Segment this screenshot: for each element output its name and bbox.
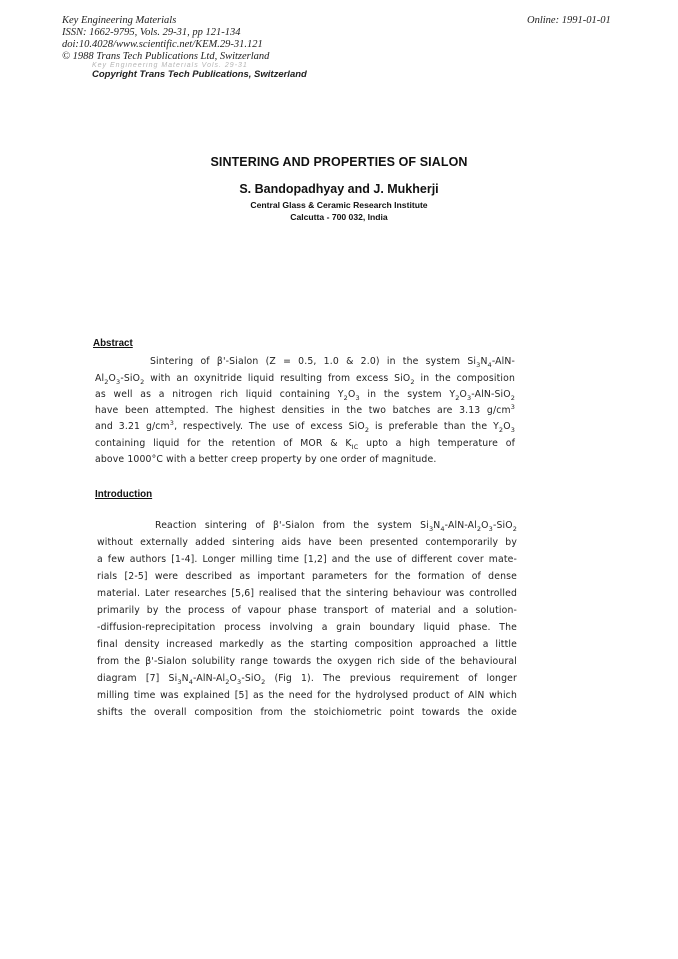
intro-line-6: primarily by the process of vapour phase transport of material and a solution- (97, 605, 517, 616)
online-date: Online: 1991-01-01 (527, 15, 611, 26)
intro-line-10: diagram [7] $Si_3N_4-AlN-Al_2O_3-SiO_2$ (Fig 1). The previous requirement of longer (97, 673, 517, 686)
intro-line-7: -diffusion-reprecipitation process involving a grain boundary liquid phase. The (97, 622, 517, 633)
copyright-italic: © 1988 Trans Tech Publications Ltd, Switzerland (62, 51, 270, 62)
intro-line-11: milling time was explained [5] as the need for the hydrolysed product of AlN which (97, 690, 517, 701)
abstract-line-1: Sintering of β'-Sialon (Z = 0.5, 1.0 & 2.0) in the system $Si_3N_4-AlN-$ (150, 356, 515, 369)
intro-line-1: Reaction sintering of β'-Sialon from the system $Si_3N_4-AlN-Al_2O_3-SiO_2$ (155, 520, 517, 533)
overlap-text: Key Engineering Materials Vols. 29-31 (92, 62, 248, 69)
introduction-heading: Introduction (95, 489, 153, 500)
abstract-line-2: $Al_2O_3-SiO_2$ with an oxynitride liquid resulting from excess SiO$_2$ in the composition (95, 373, 515, 386)
abstract-line-6: containing liquid for the retention of MOR & $K_{IC}$ upto a high temperature of (95, 438, 516, 451)
intro-line-9: from the β'-Sialon solubility range towards the oxygen rich side of the behavioural (97, 656, 517, 667)
abstract-line-3: as well as a nitrogen rich liquid containing $Y_2O_3$ in the system $Y_2O_3-AlN-SiO_2$ (95, 389, 515, 402)
affiliation-line-2: Calcutta - 700 032, India (290, 212, 388, 222)
intro-line-3: a few authors [1-4]. Longer milling time [1,2] and the use of different cover mate- (97, 554, 517, 565)
intro-line-5: material. Later researches [5,6] realised that the sintering behaviour was controlled (97, 588, 517, 599)
abstract-line-7: above 1000°C with a better creep property by one order of magnitude. (95, 454, 437, 465)
intro-line-8: final density increased markedly as the starting composition approached a little (97, 639, 517, 650)
authors: S. Bandopadhyay and J. Mukherji (239, 182, 439, 196)
abstract-line-5: and 3.21 $g/cm^3$, respectively. The use of excess SiO$_2$ is preferable than the $Y_2O_3$ (95, 418, 515, 434)
affiliation-line-1: Central Glass & Ceramic Research Institute (250, 200, 428, 210)
intro-line-12: shifts the overall composition from the stoichiometric point towards the oxide (97, 707, 517, 718)
intro-line-2: without externally added sintering aids have been presented contemporarily by (97, 537, 517, 548)
doi-line: doi:10.4028/www.scientific.net/KEM.29-31.121 (62, 39, 263, 50)
abstract-heading: Abstract (93, 338, 133, 349)
issn-line: ISSN: 1662-9795, Vols. 29-31, pp 121-134 (62, 27, 241, 38)
journal-name: Key Engineering Materials (62, 15, 177, 26)
paper-title: SINTERING AND PROPERTIES OF SIALON (210, 155, 468, 169)
intro-line-4: rials [2-5] were described as important parameters for the formation of dense (97, 571, 517, 582)
copyright-line: Copyright Trans Tech Publications, Switzerland (92, 69, 307, 80)
abstract-line-4: have been attempted. The highest densities in the two batches are 3.13 $g/cm^3$ (95, 402, 515, 416)
